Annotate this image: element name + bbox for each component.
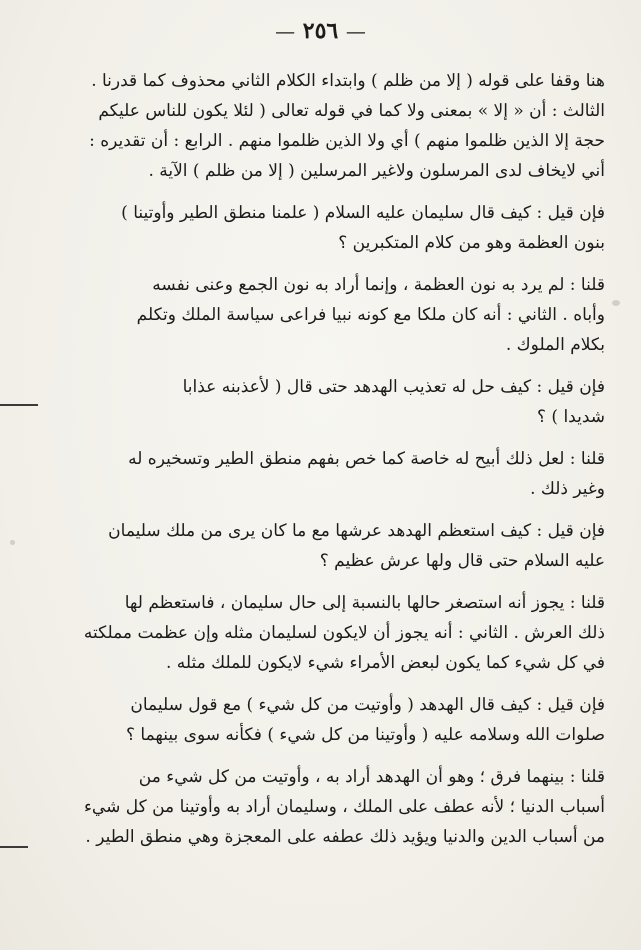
paragraph-1	[43, 66, 605, 186]
paragraph-9-answer	[43, 762, 605, 852]
paragraph-gap	[43, 360, 605, 372]
text-line: ذلك العرش . الثاني : أنه يجوز أن لايكون لسليمان مثله وإن عظمت مملكته	[83, 623, 605, 643]
paragraph-gap	[43, 750, 605, 762]
scan-speck	[612, 300, 620, 306]
text-line: بكلام الملوك .	[505, 335, 605, 355]
text-line: بنون العظمة وهو من كلام المتكبرين ؟	[338, 233, 605, 253]
text-line: قلنا : يجوز أنه استصغر حالها بالنسبة إلى حال سليمان ، فاستعظم لها	[124, 593, 605, 613]
text-line: قلنا : لم يرد به نون العظمة ، وإنما أراد به نون الجمع وعنى نفسه	[152, 275, 605, 295]
scan-speck	[10, 540, 15, 545]
text-line: وأباه . الثاني : أنه كان ملكا مع كونه نبيا فراعى سياسة الملك وتكلم	[136, 305, 605, 325]
text-line: من أسباب الدين والدنيا ويؤيد ذلك عطفه على المعجزة وهي منطق الطير .	[85, 827, 605, 847]
paragraph-gap	[43, 678, 605, 690]
text-line: قلنا : لعل ذلك أبيح له خاصة كما خص بفهم منطق الطير وتسخيره له	[128, 449, 605, 469]
page-number-dash-left: —	[275, 19, 296, 43]
text-line: فإن قيل : كيف قال سليمان عليه السلام ( علمنا منطق الطير وأوتينا )	[121, 203, 605, 223]
paragraph-gap	[43, 258, 605, 270]
paragraph-gap	[43, 504, 605, 516]
text-line: فإن قيل : كيف قال الهدهد ( وأوتيت من كل شيء ) مع قول سليمان	[130, 695, 605, 715]
paragraph-2-question	[43, 198, 605, 258]
page-number	[0, 18, 641, 44]
text-line: الثالث : أن « إلا » بمعنى ولا كما في قوله تعالى ( لئلا يكون للناس عليكم	[98, 101, 605, 121]
scan-edge-mark	[0, 846, 28, 848]
page-number-value: ٢٥٦	[302, 18, 339, 44]
text-line: أني لايخاف لدى المرسلون ولاغير المرسلين ( إلا من ظلم ) الآية .	[148, 161, 605, 181]
paragraph-8-question	[43, 690, 605, 750]
text-line: في كل شيء كما يكون لبعض الأمراء شيء لايكون للملك مثله .	[165, 653, 605, 673]
paragraph-gap	[43, 432, 605, 444]
text-line: صلوات الله وسلامه عليه ( وأوتينا من كل شيء ) فكأنه سوى بينهما ؟	[125, 725, 605, 745]
page-number-dash-right: —	[345, 19, 366, 43]
paragraph-gap	[43, 576, 605, 588]
text-line: قلنا : بينهما فرق ؛ وهو أن الهدهد أراد به ، وأوتيت من كل شيء من	[138, 767, 605, 787]
text-line: فإن قيل : كيف استعظم الهدهد عرشها مع ما كان يرى من ملك سليمان	[108, 521, 605, 541]
text-line: حجة إلا الذين ظلموا منهم ) أي ولا الذين ظلموا منهم . الرابع : أن تقديره :	[89, 131, 605, 151]
text-line: وغير ذلك .	[530, 479, 605, 499]
page-text-body	[43, 66, 605, 852]
paragraph-gap	[43, 186, 605, 198]
paragraph-5-answer	[43, 444, 605, 504]
text-line: عليه السلام حتى قال ولها عرش عظيم ؟	[319, 551, 605, 571]
paragraph-3-answer	[43, 270, 605, 360]
text-line: أسباب الدنيا ؛ لأنه عطف على الملك ، وسليمان أراد به وأوتينا من كل شيء	[83, 797, 605, 817]
paragraph-4-question	[43, 372, 605, 432]
paragraph-7-answer	[43, 588, 605, 678]
paragraph-6-question	[43, 516, 605, 576]
text-line: هنا وقفا على قوله ( إلا من ظلم ) وابتداء الكلام الثاني محذوف كما قدرنا .	[91, 71, 605, 91]
text-line: شديدا ) ؟	[536, 407, 605, 427]
text-line: فإن قيل : كيف حل له تعذيب الهدهد حتى قال ( لأعذبنه عذابا	[182, 377, 605, 397]
scan-edge-mark	[0, 404, 38, 406]
